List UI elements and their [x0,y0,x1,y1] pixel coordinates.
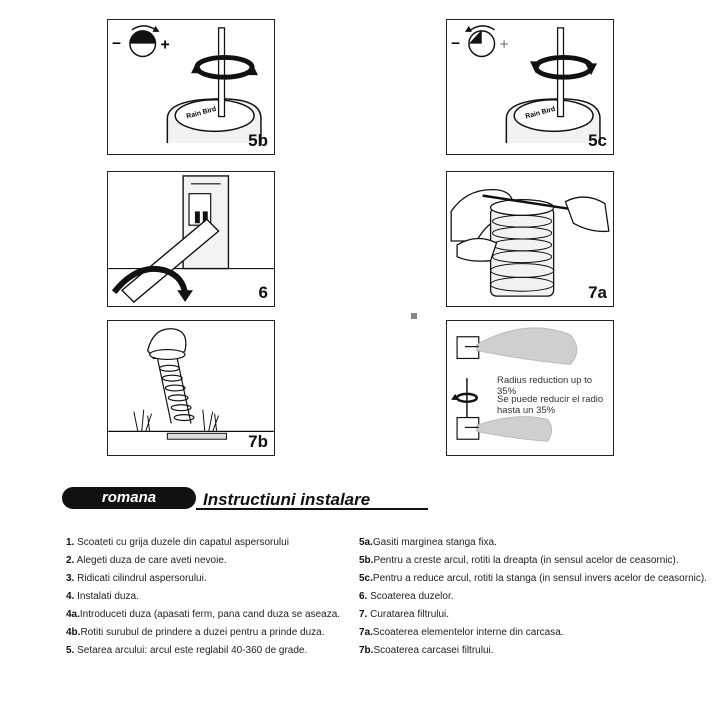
step-item [66,624,340,642]
step-text: Introduceti duza (apasati ferm, pana cand duza se aseaza. [79,609,341,620]
radius-reduction-es-line1: Se puede reducir el radio [497,394,604,405]
step-text: Ridicati cilindrul aspersorului. [77,573,207,584]
step-number: 6. [359,591,368,602]
illustration-panel-5b [107,19,275,155]
svg-text:–: – [112,34,121,52]
separator-dot [411,313,417,319]
step-item [359,642,707,660]
step-text: Gasiti marginea stanga fixa. [372,537,497,548]
section-title: Instructiuni instalare [203,490,371,509]
step-number: 5c. [359,573,373,584]
step-text: Scoaterea elementelor interne din carcasa. [372,627,564,638]
panel-label-6: 6 [258,283,268,302]
radius-reduction-es-line2: hasta un 35% [497,405,556,416]
step-number: 4a. [66,609,80,620]
illustration-panel-7a [446,171,614,307]
svg-text:+: + [499,36,509,54]
step-text: Curatarea filtrului. [370,609,450,620]
step-text: Alegeti duza de care aveti nevoie. [76,555,227,566]
step-number: 7. [359,609,368,620]
step-text: Pentru a creste arcul, rotiti la dreapta (in sensul acelor de ceasornic). [373,555,679,566]
illustration-panel-radius [446,320,614,456]
radius-reduction-en: Radius reduction up to 35% [497,375,593,397]
step-item [66,606,340,624]
step-item [66,534,340,552]
step-item [359,606,707,624]
step-text: Pentru a reduce arcul, rotiti la stanga (in sensul invers acelor de ceasornic). [372,573,707,584]
step-number: 7b. [359,645,374,656]
step-number: 5a. [359,537,373,548]
svg-text:–: – [451,34,460,52]
step-text: Scoaterea carcasei filtrului. [373,645,494,656]
panel-label-7b: 7b [248,432,268,451]
step-item [66,570,340,588]
step-number: 3. [66,573,75,584]
step-item [359,534,707,552]
svg-text:+: + [160,36,170,54]
steps-list-left [66,534,340,660]
step-item [359,588,707,606]
step-item [359,624,707,642]
language-label: romana [62,487,196,509]
step-number: 4. [66,591,75,602]
step-item [359,552,707,570]
step-text: Scoateti cu grija duzele din capatul aspersorului [77,537,289,548]
step-text: Instalati duza. [77,591,139,602]
step-item [66,588,340,606]
svg-text:Rain Bird: Rain Bird [185,105,218,121]
step-text: Rotiti surubul de prindere a duzei pentru a prinde duza. [80,627,325,638]
step-text: Setarea arcului: arcul este reglabil 40-360 de grade. [77,645,308,656]
step-number: 7a. [359,627,373,638]
svg-text:Rain Bird: Rain Bird [524,105,557,121]
step-number: 5b. [359,555,374,566]
illustration-panel-7b [107,320,275,456]
step-item [66,642,340,660]
steps-list-right [359,534,707,660]
step-item [66,552,340,570]
step-number: 1. [66,537,75,548]
step-item [359,570,707,588]
panel-label-5c: 5c [588,131,607,150]
nozzle-removal-illustration [108,172,274,306]
illustration-panel-6 [107,171,275,307]
panel-label-7a: 7a [588,283,607,302]
step-text: Scoaterea duzelor. [370,591,454,602]
illustration-panel-5c [446,19,614,155]
step-number: 5. [66,645,75,656]
step-number: 2. [66,555,75,566]
panel-label-5b: 5b [248,131,268,150]
step-number: 4b. [66,627,81,638]
